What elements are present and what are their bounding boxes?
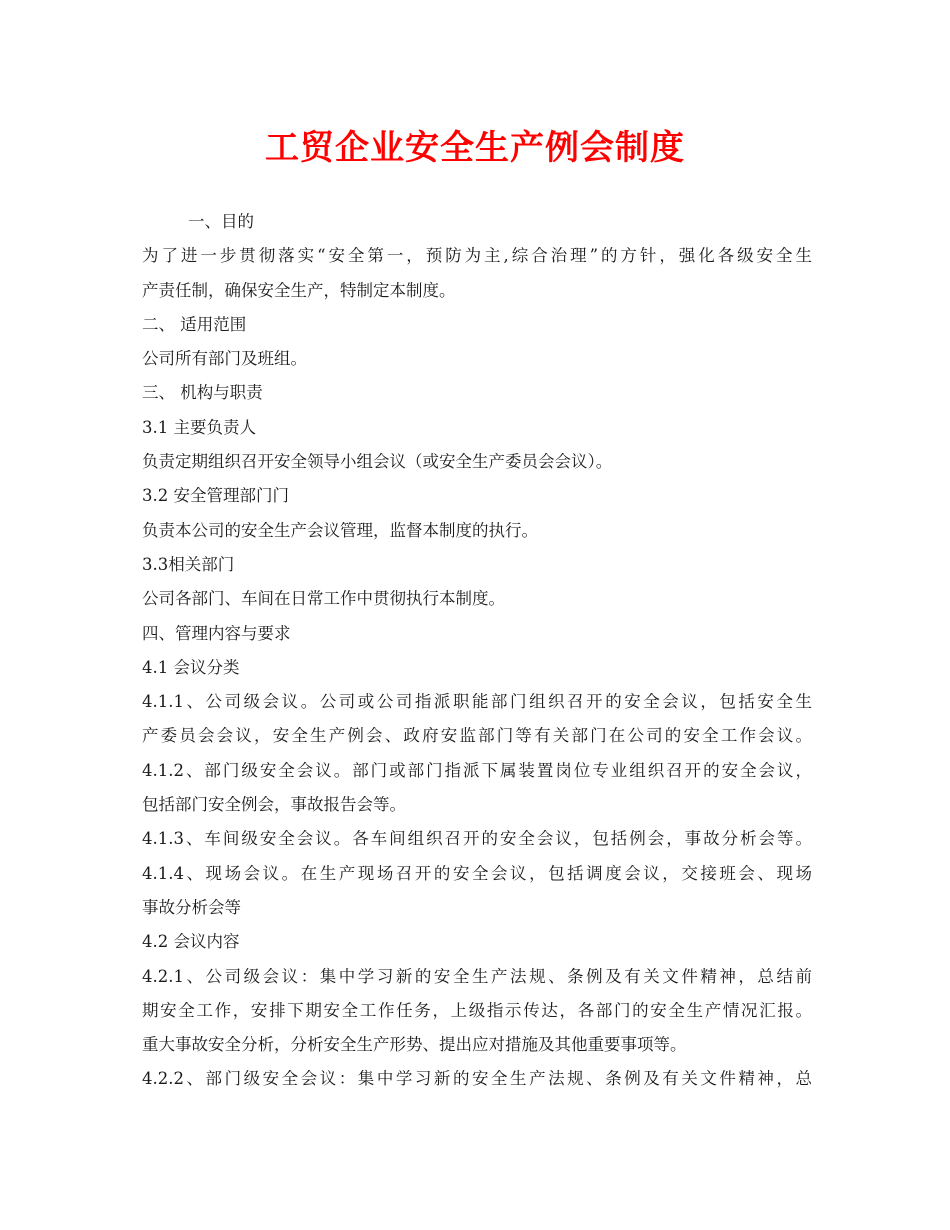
paragraph-line: 重大事故安全分析，分析安全生产形势、提出应对措施及其他重要事项等。: [142, 1035, 687, 1055]
subsection-heading: 3.2 安全管理部门门: [142, 486, 289, 506]
paragraph-line: 负责定期组织召开安全领导小组会议（或安全生产委员会会议）。: [142, 452, 613, 472]
paragraph-line: 4.1.1、公司级会议。公司或公司指派职能部门组织召开的安全会议，包括安全生: [142, 692, 812, 712]
paragraph-line: 负责本公司的安全生产会议管理，监督本制度的执行。: [142, 520, 538, 540]
paragraph-line: 事故分析会等: [142, 897, 241, 917]
paragraph-line: 产责任制，确保安全生产，特制定本制度。: [142, 280, 456, 300]
paragraph-line: 4.2.1、公司级会议：集中学习新的安全生产法规、条例及有关文件精神，总结前: [142, 966, 812, 986]
paragraph-line: 公司各部门、车间在日常工作中贯彻执行本制度。: [142, 589, 505, 609]
subsection-heading: 4.1 会议分类: [142, 657, 240, 677]
section-heading-scope: 二、 适用范围: [142, 314, 247, 334]
subsection-heading: 3.3相关部门: [142, 554, 235, 574]
section-heading-requirements: 四、管理内容与要求: [142, 623, 291, 643]
subsection-heading: 3.1 主要负责人: [142, 417, 256, 437]
subsection-heading: 4.2 会议内容: [142, 932, 240, 952]
section-heading-organization: 三、 机构与职责: [142, 383, 263, 403]
document-body: [142, 205, 832, 1097]
paragraph-line: 公司所有部门及班组。: [142, 349, 307, 369]
paragraph-line: 为了进一步贯彻落实“安全第一，预防为主,综合治理”的方针，强化各级安全生: [142, 246, 812, 266]
paragraph-line: 4.2.2、部门级安全会议：集中学习新的安全生产法规、条例及有关文件精神，总: [142, 1069, 812, 1089]
paragraph-line: 包括部门安全例会，事故报告会等。: [142, 795, 406, 815]
paragraph-line: 4.1.3、车间级安全会议。各车间组织召开的安全会议，包括例会，事故分析会等。: [142, 829, 812, 849]
paragraph-line: 产委员会会议，安全生产例会、政府安监部门等有关部门在公司的安全工作会议。: [142, 726, 812, 746]
paragraph-line: 4.1.2、部门级安全会议。部门或部门指派下属装置岗位专业组织召开的安全会议，: [142, 760, 812, 780]
paragraph-line: 4.1.4、现场会议。在生产现场召开的安全会议，包括调度会议，交接班会、现场: [142, 863, 812, 883]
paragraph-line: 期安全工作，安排下期安全工作任务，上级指示传达，各部门的安全生产情况汇报。: [142, 1000, 812, 1020]
document-title: 工贸企业安全生产例会制度: [265, 128, 685, 168]
section-heading-purpose: 一、目的: [188, 212, 254, 231]
